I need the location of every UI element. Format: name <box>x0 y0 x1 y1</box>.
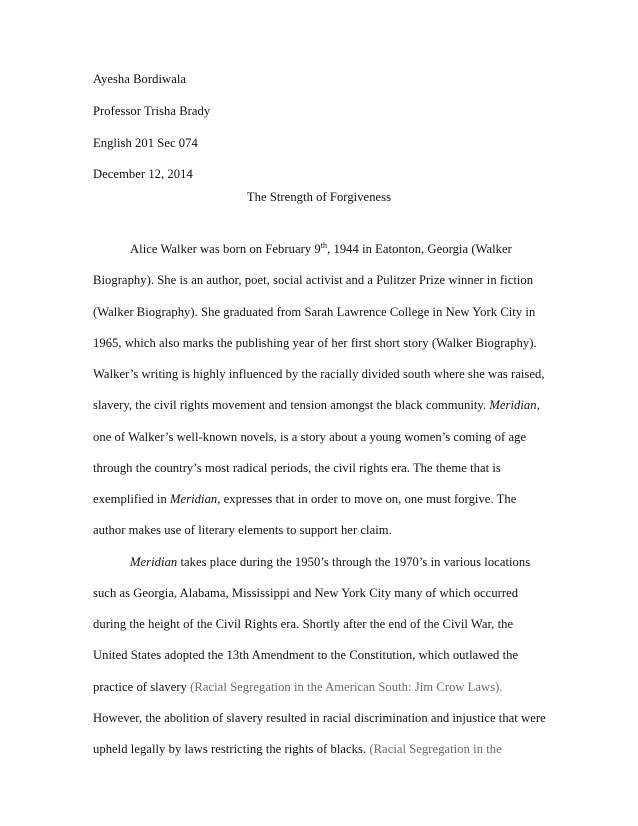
text-segment: Alice Walker was born on February 9 <box>130 242 321 256</box>
text-segment: upheld legally by laws restricting the rights of blacks. <box>93 742 367 756</box>
paragraph-line: Biography). She is an author, poet, social activist and a Pulitzer Prize winner in fiction <box>93 273 534 287</box>
paragraph-line: However, the abolition of slavery resulted in racial discrimination and injustice that were <box>93 711 546 725</box>
essay-title: The Strength of Forgiveness <box>246 190 392 204</box>
paragraph-line <box>93 741 502 757</box>
paragraph-line: during the height of the Civil Rights era. Shortly after the end of the Civil War, the <box>93 617 514 631</box>
text-segment: takes place during the 1950’s through the 1970’s in various locations <box>180 555 531 569</box>
text-segment: , 1944 in Eatonton, Georgia (Walker <box>327 242 512 256</box>
paragraph-line <box>93 397 540 413</box>
paragraph-line: one of Walker’s well-known novels, is a story about a young women’s coming of age <box>93 430 527 444</box>
text-segment: expresses that in order to move on, one must forgive. The <box>223 492 517 506</box>
professor-name: Professor Trisha Brady <box>93 104 211 118</box>
paragraph-line: Walker’s writing is highly influenced by the racially divided south where she was raised, <box>93 367 545 381</box>
paragraph-line: United States adopted the 13th Amendment to the Constitution, which outlawed the <box>93 648 519 662</box>
book-title: Meridian <box>130 555 178 569</box>
citation: (Racial Segregation in the American South: Jim Crow Laws). <box>190 680 503 694</box>
text-segment: slavery, the civil rights movement and tension amongst the black community. <box>93 398 487 412</box>
book-title: Meridian, <box>170 492 221 506</box>
citation: (Racial Segregation in the <box>369 742 502 756</box>
essay-date: December 12, 2014 <box>93 167 193 181</box>
paragraph-line: through the country’s most radical periods, the civil rights era. The theme that is <box>93 461 501 475</box>
superscript: th <box>320 241 328 250</box>
paragraph-line: 1965, which also marks the publishing year of her first short story (Walker Biography). <box>93 336 537 350</box>
paragraph-line <box>130 241 512 257</box>
paragraph-line: such as Georgia, Alabama, Mississippi and New York City many of which occurred <box>93 586 519 600</box>
paragraph-line <box>93 679 503 695</box>
course-info: English 201 Sec 074 <box>93 136 198 150</box>
text-segment: exemplified in <box>93 492 167 506</box>
paragraph-line: (Walker Biography). She graduated from Sarah Lawrence College in New York City in <box>93 305 536 319</box>
paragraph-line: author makes use of literary elements to support her claim. <box>93 523 392 537</box>
paragraph-line <box>93 491 516 507</box>
paragraph-line <box>130 554 530 570</box>
text-segment: practice of slavery <box>93 680 187 694</box>
text-segment: , <box>536 398 540 412</box>
book-title: Meridian <box>489 398 537 412</box>
author-name: Ayesha Bordiwala <box>93 72 187 86</box>
